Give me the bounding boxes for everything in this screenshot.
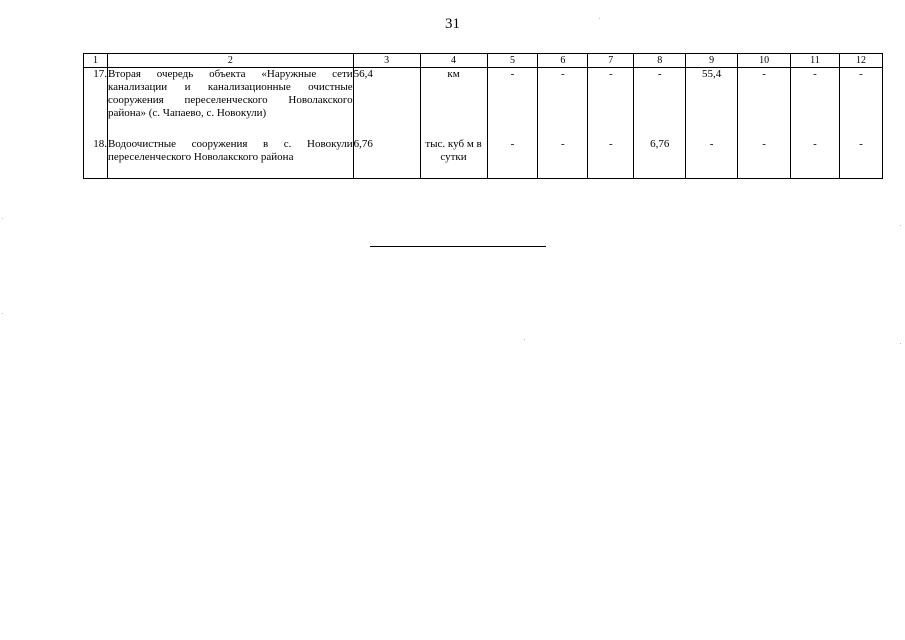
data-table — [83, 53, 883, 179]
value-cell: - — [791, 68, 840, 139]
table-row — [84, 68, 883, 139]
value-cell: - — [588, 68, 634, 139]
object-name: Водоочистные сооружения в с. Новокули переселенческого Новолакского района — [107, 138, 353, 179]
column-header: 12 — [839, 54, 882, 68]
unit-cell: тыс. куб м в сутки — [420, 138, 487, 179]
value-cell: 55,4 — [686, 68, 738, 139]
row-number: 18. — [84, 138, 108, 179]
value-cell: - — [839, 138, 882, 179]
unit-cell: км — [420, 68, 487, 139]
closing-rule — [370, 246, 546, 247]
column-header-row — [84, 54, 883, 68]
row-number: 17. — [84, 68, 108, 139]
value-cell: - — [738, 68, 791, 139]
value-cell: 6,76 — [634, 138, 686, 179]
column-header: 2 — [107, 54, 353, 68]
column-header: 10 — [738, 54, 791, 68]
column-header: 6 — [538, 54, 588, 68]
value-cell: - — [538, 68, 588, 139]
scan-speck — [599, 18, 600, 19]
capacity-cell: 6,76 — [353, 138, 420, 179]
table-row — [84, 138, 883, 179]
object-name: Вторая очередь объекта «Наружные сети канализации и канализационные очистные сооружения переселенческого Новолакского района» (с. Чапаево, с. Новокули) — [107, 68, 353, 139]
column-header: 4 — [420, 54, 487, 68]
value-cell: - — [634, 68, 686, 139]
value-cell: - — [588, 138, 634, 179]
scan-speck — [900, 343, 901, 344]
page-number: 31 — [445, 16, 460, 32]
column-header: 8 — [634, 54, 686, 68]
capacity-cell: 56,4 — [353, 68, 420, 139]
value-cell: - — [839, 68, 882, 139]
column-header: 9 — [686, 54, 738, 68]
value-cell: - — [487, 68, 538, 139]
scan-speck — [2, 313, 3, 314]
column-header: 5 — [487, 54, 538, 68]
value-cell: - — [791, 138, 840, 179]
column-header: 7 — [588, 54, 634, 68]
value-cell: - — [538, 138, 588, 179]
value-cell: - — [686, 138, 738, 179]
column-header: 1 — [84, 54, 108, 68]
column-header: 3 — [353, 54, 420, 68]
value-cell: - — [487, 138, 538, 179]
scan-speck — [524, 339, 525, 340]
value-cell: - — [738, 138, 791, 179]
column-header: 11 — [791, 54, 840, 68]
scan-speck — [900, 225, 901, 226]
scan-speck — [2, 218, 3, 219]
